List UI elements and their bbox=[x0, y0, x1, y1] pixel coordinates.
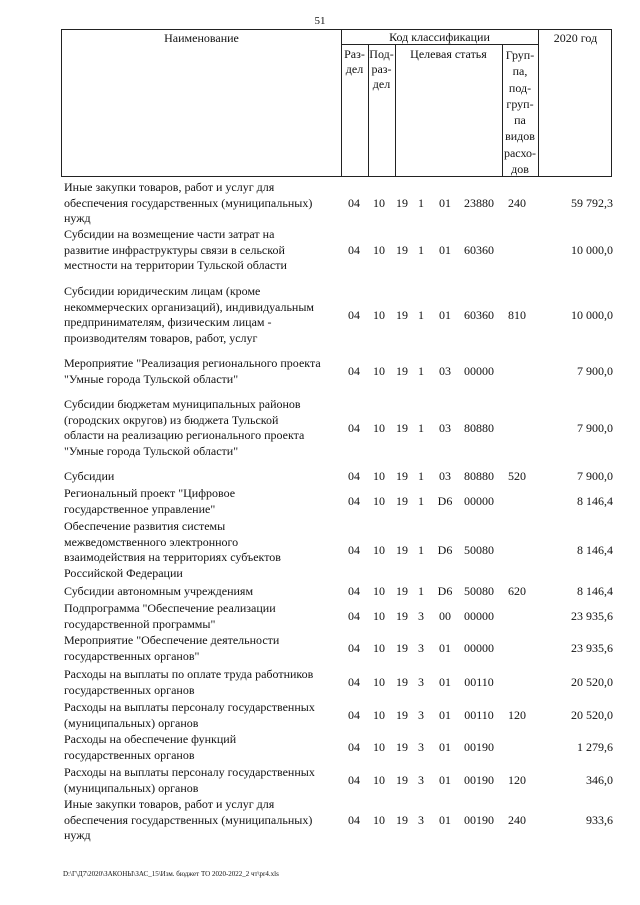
row-podrazdel: 10 bbox=[373, 740, 385, 754]
row-razdel: 04 bbox=[348, 307, 360, 322]
row-name bbox=[64, 700, 340, 731]
header-name: Наименование bbox=[164, 31, 239, 45]
row-name-line: нужд bbox=[64, 828, 91, 842]
row-name-line: производителям товаров, работ, услуг bbox=[64, 330, 258, 345]
row-razdel: 04 bbox=[348, 542, 360, 557]
row-podrazdel: 10 bbox=[373, 708, 385, 722]
row-podrazdel: 10 bbox=[373, 469, 385, 484]
row-vr: 240 bbox=[508, 195, 526, 210]
row-amount: 1 279,6 bbox=[577, 740, 613, 754]
row-name-line: взаимодействия на территориях субъектов bbox=[64, 550, 281, 564]
row-cs2: 1 bbox=[418, 195, 424, 210]
row-razdel: 04 bbox=[348, 740, 360, 754]
row-name bbox=[64, 797, 340, 844]
row-razdel: 04 bbox=[348, 641, 360, 655]
row-podrazdel: 10 bbox=[373, 420, 385, 435]
row-name-line: Расходы на выплаты персоналу государственных bbox=[64, 700, 315, 714]
row-cs1: 19 bbox=[396, 675, 408, 689]
row-cs2: 3 bbox=[418, 641, 424, 655]
row-cs3: 00 bbox=[439, 609, 451, 623]
header-year: 2020 год bbox=[553, 31, 598, 45]
row-cs1: 19 bbox=[396, 542, 408, 557]
row-name bbox=[64, 284, 340, 346]
row-amount: 8 146,4 bbox=[577, 494, 613, 508]
row-name-line: (муниципальных) органов bbox=[64, 715, 199, 730]
header-podrazdel: Под- раз- дел bbox=[369, 47, 394, 91]
row-name-line: некоммерческих организаций), индивидуальным bbox=[64, 299, 314, 314]
row-amount: 8 146,4 bbox=[577, 584, 613, 599]
row-cs2: 3 bbox=[418, 812, 424, 827]
row-name-line: Субсидии бюджетам муниципальных районов bbox=[64, 397, 301, 411]
row-cs3: 03 bbox=[439, 469, 451, 484]
row-podrazdel: 10 bbox=[373, 542, 385, 557]
row-cs4: 00000 bbox=[464, 609, 494, 623]
row-razdel: 04 bbox=[348, 420, 360, 435]
row-name-line: Региональный проект "Цифровое bbox=[64, 486, 236, 500]
row-amount: 933,6 bbox=[586, 812, 613, 827]
row-podrazdel: 10 bbox=[373, 494, 385, 508]
row-name-line: государственное управление" bbox=[64, 501, 216, 516]
row-name-line: Иные закупки товаров, работ и услуг для bbox=[64, 797, 275, 811]
row-vr: 120 bbox=[508, 773, 526, 787]
row-name-line: Расходы на выплаты по оплате труда работников bbox=[64, 667, 314, 681]
row-name-line: государственных органов" bbox=[64, 648, 200, 663]
row-name bbox=[64, 667, 340, 698]
row-cs3: 01 bbox=[439, 708, 451, 722]
row-cs2: 1 bbox=[418, 420, 424, 435]
row-name-line: Российской Федерации bbox=[64, 565, 183, 580]
row-name bbox=[64, 180, 340, 227]
row-cs2: 3 bbox=[418, 773, 424, 787]
row-name-line: развитие инфраструктуры связи в сельской bbox=[64, 242, 285, 257]
row-amount: 7 900,0 bbox=[577, 420, 613, 435]
row-cs4: 00000 bbox=[464, 494, 494, 508]
row-name-line: Мероприятие "Обеспечение деятельности bbox=[64, 633, 280, 647]
row-name-line: Подпрограмма "Обеспечение реализации bbox=[64, 601, 276, 615]
row-razdel: 04 bbox=[348, 773, 360, 787]
row-cs4: 00110 bbox=[464, 675, 494, 689]
row-name-line: Иные закупки товаров, работ и услуг для bbox=[64, 180, 275, 194]
row-cs1: 19 bbox=[396, 609, 408, 623]
row-name bbox=[64, 486, 340, 517]
row-name bbox=[64, 633, 340, 664]
row-name bbox=[64, 356, 340, 387]
row-cs4: 23880 bbox=[464, 195, 494, 210]
row-amount: 10 000,0 bbox=[571, 242, 613, 257]
row-name-line: обеспечения государственных (муниципальных) bbox=[64, 812, 313, 827]
row-name-line: "Умные города Тульской области" bbox=[64, 371, 239, 386]
row-amount: 23 935,6 bbox=[571, 641, 613, 655]
row-cs2: 1 bbox=[418, 542, 424, 557]
row-cs2: 1 bbox=[418, 494, 424, 508]
row-cs4: 50080 bbox=[464, 584, 494, 599]
row-amount: 20 520,0 bbox=[571, 708, 613, 722]
row-cs3: 01 bbox=[439, 307, 451, 322]
row-razdel: 04 bbox=[348, 708, 360, 722]
row-name-line: "Умные города Тульской области" bbox=[64, 443, 239, 458]
row-cs4: 00190 bbox=[464, 740, 494, 754]
row-name bbox=[64, 519, 340, 581]
row-cs4: 00190 bbox=[464, 812, 494, 827]
row-podrazdel: 10 bbox=[373, 773, 385, 787]
row-amount: 59 792,3 bbox=[571, 195, 613, 210]
row-name-line: Субсидии юридическим лицам (кроме bbox=[64, 284, 261, 298]
row-cs2: 3 bbox=[418, 609, 424, 623]
row-name-line: Расходы на выплаты персоналу государственных bbox=[64, 765, 315, 779]
row-cs3: D6 bbox=[437, 494, 453, 508]
row-cs2: 1 bbox=[418, 469, 424, 484]
row-cs3: 01 bbox=[439, 195, 451, 210]
row-cs3: 01 bbox=[439, 812, 451, 827]
row-cs4: 00000 bbox=[464, 641, 494, 655]
row-cs3: 01 bbox=[439, 641, 451, 655]
row-name-line: государственных органов bbox=[64, 682, 195, 697]
row-cs4: 80880 bbox=[464, 420, 494, 435]
row-name-line: Субсидии на возмещение части затрат на bbox=[64, 227, 275, 241]
row-vr: 810 bbox=[508, 307, 526, 322]
row-amount: 8 146,4 bbox=[577, 542, 613, 557]
row-vr: 120 bbox=[508, 708, 526, 722]
file-path: D:\Г\Д7\2020\ЗАКОНЫ\ЗАС_15\Изм. бюджет ТО 2020-2022_2 чт\pr4.xls bbox=[63, 870, 279, 878]
page-number: 51 bbox=[314, 15, 326, 27]
row-cs2: 1 bbox=[418, 584, 424, 599]
row-razdel: 04 bbox=[348, 469, 360, 484]
row-name-line: Обеспечение развития системы bbox=[64, 519, 226, 533]
row-cs1: 19 bbox=[396, 420, 408, 435]
row-name-line: Субсидии bbox=[64, 469, 115, 483]
row-cs3: D6 bbox=[437, 584, 453, 599]
header-group: Груп- па, под- груп- па видов расхо- дов bbox=[503, 48, 537, 177]
row-amount: 20 520,0 bbox=[571, 675, 613, 689]
row-cs1: 19 bbox=[396, 195, 408, 210]
header-divider bbox=[395, 44, 396, 176]
row-cs3: 01 bbox=[439, 740, 451, 754]
row-razdel: 04 bbox=[348, 609, 360, 623]
row-cs3: 03 bbox=[439, 364, 451, 378]
row-podrazdel: 10 bbox=[373, 675, 385, 689]
row-name-line: (муниципальных) органов bbox=[64, 780, 199, 795]
row-cs2: 3 bbox=[418, 675, 424, 689]
row-razdel: 04 bbox=[348, 364, 360, 378]
row-cs3: 03 bbox=[439, 420, 451, 435]
row-razdel: 04 bbox=[348, 812, 360, 827]
row-name-line: местности на территории Тульской области bbox=[64, 258, 287, 272]
row-cs1: 19 bbox=[396, 307, 408, 322]
row-podrazdel: 10 bbox=[373, 609, 385, 623]
row-cs1: 19 bbox=[396, 708, 408, 722]
row-podrazdel: 10 bbox=[373, 812, 385, 827]
row-cs3: 01 bbox=[439, 675, 451, 689]
row-cs3: 01 bbox=[439, 773, 451, 787]
row-cs2: 1 bbox=[418, 307, 424, 322]
row-podrazdel: 10 bbox=[373, 584, 385, 599]
row-amount: 23 935,6 bbox=[571, 609, 613, 623]
row-cs3: D6 bbox=[437, 542, 453, 557]
row-cs1: 19 bbox=[396, 740, 408, 754]
table-header bbox=[61, 29, 612, 177]
row-cs2: 1 bbox=[418, 364, 424, 378]
row-cs4: 00000 bbox=[464, 364, 494, 378]
row-name-line: (городских округов) из бюджета Тульской bbox=[64, 412, 279, 427]
row-cs3: 01 bbox=[439, 242, 451, 257]
row-amount: 7 900,0 bbox=[577, 469, 613, 484]
row-podrazdel: 10 bbox=[373, 307, 385, 322]
row-cs1: 19 bbox=[396, 773, 408, 787]
row-vr: 620 bbox=[508, 584, 526, 599]
row-cs4: 50080 bbox=[464, 542, 494, 557]
row-name-line: государственных органов bbox=[64, 747, 195, 762]
row-cs1: 19 bbox=[396, 494, 408, 508]
row-cs1: 19 bbox=[396, 584, 408, 599]
row-name-line: области на реализацию регионального проекта bbox=[64, 428, 305, 442]
row-name bbox=[64, 469, 340, 485]
row-vr: 520 bbox=[508, 469, 526, 484]
row-cs4: 00110 bbox=[464, 708, 494, 722]
row-name bbox=[64, 601, 340, 632]
row-cs2: 1 bbox=[418, 242, 424, 257]
row-name-line: Мероприятие "Реализация регионального проекта bbox=[64, 356, 321, 370]
row-name bbox=[64, 732, 340, 763]
row-cs4: 60360 bbox=[464, 242, 494, 257]
row-cs1: 19 bbox=[396, 242, 408, 257]
row-razdel: 04 bbox=[348, 675, 360, 689]
row-name-line: обеспечения государственных (муниципальных) bbox=[64, 195, 313, 210]
row-name-line: Расходы на обеспечение функций bbox=[64, 732, 237, 746]
row-cs4: 00190 bbox=[464, 773, 494, 787]
row-podrazdel: 10 bbox=[373, 641, 385, 655]
row-vr: 240 bbox=[508, 812, 526, 827]
header-target: Целевая статья bbox=[410, 47, 487, 61]
row-name bbox=[64, 397, 340, 459]
row-cs4: 80880 bbox=[464, 469, 494, 484]
row-name-line: межведомственного электронного bbox=[64, 534, 239, 549]
row-name-line: Субсидии автономным учреждениям bbox=[64, 584, 254, 598]
row-cs2: 3 bbox=[418, 708, 424, 722]
row-amount: 10 000,0 bbox=[571, 307, 613, 322]
header-divider bbox=[538, 30, 539, 176]
row-cs1: 19 bbox=[396, 364, 408, 378]
row-name bbox=[64, 765, 340, 796]
row-podrazdel: 10 bbox=[373, 364, 385, 378]
row-razdel: 04 bbox=[348, 242, 360, 257]
row-amount: 346,0 bbox=[586, 773, 613, 787]
row-cs1: 19 bbox=[396, 469, 408, 484]
row-name bbox=[64, 584, 340, 600]
row-name-line: нужд bbox=[64, 211, 91, 225]
row-cs1: 19 bbox=[396, 812, 408, 827]
row-cs1: 19 bbox=[396, 641, 408, 655]
row-podrazdel: 10 bbox=[373, 242, 385, 257]
row-cs2: 3 bbox=[418, 740, 424, 754]
row-cs4: 60360 bbox=[464, 307, 494, 322]
row-razdel: 04 bbox=[348, 584, 360, 599]
header-code: Код классификации bbox=[389, 30, 490, 44]
header-razdel: Раз- дел bbox=[344, 47, 365, 76]
row-podrazdel: 10 bbox=[373, 195, 385, 210]
row-name-line: предпринимателям, физическим лицам - bbox=[64, 315, 272, 329]
row-razdel: 04 bbox=[348, 494, 360, 508]
row-name bbox=[64, 227, 340, 274]
row-amount: 7 900,0 bbox=[577, 364, 613, 378]
row-razdel: 04 bbox=[348, 195, 360, 210]
row-name-line: государственной программы" bbox=[64, 616, 216, 631]
